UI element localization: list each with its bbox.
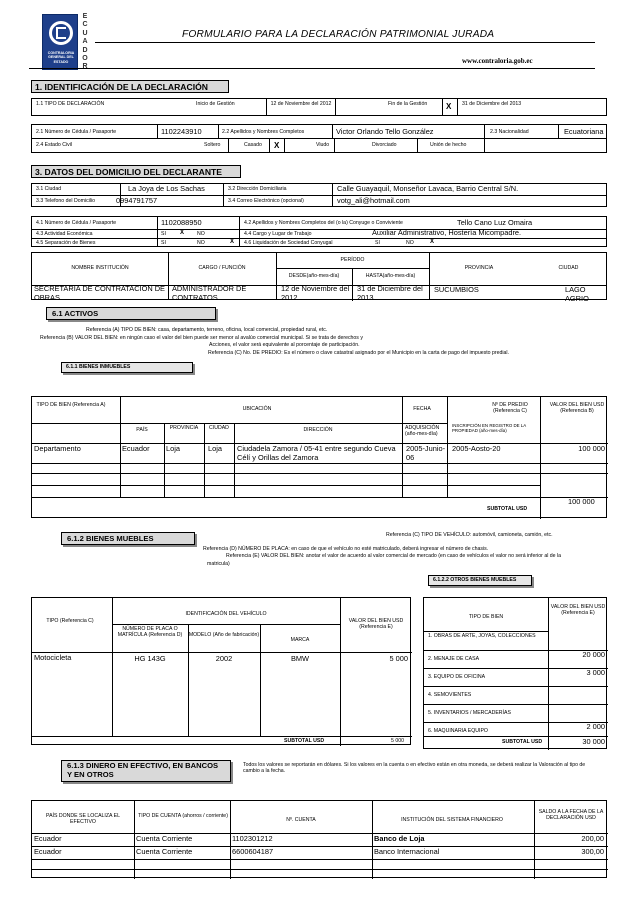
otros-item-label: 3. EQUIPO DE OFICINA xyxy=(428,674,486,680)
estado-union: Unión de hecho xyxy=(430,142,467,148)
inst-header-hasta: HASTA(año-mes-día) xyxy=(365,273,416,279)
ref-b-note: Referencia (B) VALOR DEL BIEN: en ningún caso el valor del bien puede ser menor al avalúo comercial municipal. Si se trata de derechos y xyxy=(40,335,363,341)
din-inst: Banco de Loja xyxy=(374,834,425,843)
nombres-value: Victor Orlando Tello González xyxy=(336,127,434,136)
inst-hasta: 31 de Diciembre del 2013 xyxy=(357,284,423,302)
inm-header-ciudad: CIUDAD xyxy=(209,425,229,431)
logo-letter: E xyxy=(82,13,88,20)
veh-header-valor: VALOR DEL BIEN USD (Referencia E) xyxy=(348,618,404,631)
inm-ciudad: Loja xyxy=(208,444,222,453)
conyuge-cedula-label: 4.1 Número de Cédula / Pasaporte xyxy=(36,220,117,226)
otros-item-value: 3 000 xyxy=(586,668,605,677)
inm-header-provincia: PROVINCIA xyxy=(169,425,199,431)
tipo-declaracion-row xyxy=(31,98,607,116)
inm-subtotal-value: 100 000 xyxy=(568,497,595,506)
cedula-label: 2.1 Número de Cédula / Pasaporte xyxy=(36,129,117,135)
inmuebles-table xyxy=(31,396,607,518)
veh-subtotal-label: SUBTOTAL USD xyxy=(284,738,325,744)
otros-subtotal-value: 30 000 xyxy=(582,737,605,746)
liquidacion-label: 4.6 Liquidación de Sociedad Conyugal xyxy=(244,240,333,246)
din-tipo: Cuenta Corriente xyxy=(136,847,193,856)
din-header-cuenta: Nº. CUENTA xyxy=(286,817,316,823)
inst-cargo: ADMINISTRADOR DE CONTRATOS xyxy=(172,284,247,302)
inst-header-ciudad: CIUDAD xyxy=(558,265,579,271)
logo-letter: R xyxy=(82,63,88,71)
inst-provincia: SUCUMBIOS xyxy=(434,285,479,294)
telefono-value: 0994791757 xyxy=(116,196,158,205)
logo-letter: C xyxy=(82,21,88,29)
logo-caption: CONTRALORIA GENERAL DEL ESTADO xyxy=(47,51,75,64)
section-1-title: 1. IDENTIFICACIÓN DE LA DECLARACIÓN xyxy=(31,80,229,93)
inst-header-desde: DESDE(año-mes-día) xyxy=(288,273,340,279)
din-cuenta: 6600604187 xyxy=(232,847,274,856)
institucion-table xyxy=(31,252,607,303)
tipo-declaracion-label: 1.1 TIPO DE DECLARACIÓN xyxy=(36,101,105,107)
inm-valor: 100 000 xyxy=(578,444,605,453)
inst-header-cargo: CARGO / FUNCIÓN xyxy=(198,265,246,271)
nacionalidad-value: Ecuatoriana xyxy=(564,127,604,136)
din-pais: Ecuador xyxy=(34,847,62,856)
separacion-label: 4.5 Separación de Bienes xyxy=(36,240,96,246)
inm-tipo: Departamento xyxy=(34,444,81,453)
conyuge-cedula-value: 1102088950 xyxy=(161,218,202,227)
section-6-1-title: 6.1 ACTIVOS xyxy=(46,307,216,320)
liquidacion-no: NO xyxy=(406,240,414,246)
inm-header-adquisicion: ADQUISICIÓN (año-mes-día) xyxy=(405,425,440,438)
din-pais: Ecuador xyxy=(34,834,62,843)
title-rule xyxy=(95,42,595,43)
inm-provincia: Loja xyxy=(166,444,180,453)
logo-letter: O xyxy=(82,55,88,63)
veh-header-modelo: MODELO (Año de fabricación) xyxy=(188,632,260,638)
section-6-1-2-title: 6.1.2 BIENES MUEBLES xyxy=(61,532,195,545)
ciudad-label: 3.1 Ciudad xyxy=(36,186,62,192)
estado-civil-label: 2.4 Estado Civil xyxy=(36,142,73,148)
nacionalidad-label: 2.3 Nacionalidad xyxy=(490,129,529,135)
separacion-no: NO xyxy=(197,240,205,246)
inst-nombre: SECRETARIA DE CONTRATACION DE OBRAS xyxy=(34,284,165,302)
inm-subtotal-label: SUBTOTAL USD xyxy=(487,506,528,512)
veh-header-marca: MARCA xyxy=(290,637,310,643)
otros-item-label: 5. INVENTARIOS / MERCADERÍAS xyxy=(428,710,511,716)
veh-modelo: 2002 xyxy=(215,654,233,663)
estado-viudo: Viudo xyxy=(316,142,330,148)
cargo-value: Auxiliar Administrativo, Hostería Micompadre. xyxy=(372,228,522,237)
veh-marca: BMW xyxy=(290,654,310,663)
inst-header-nombre: NOMBRE INSTITUCIÓN xyxy=(71,265,129,271)
otros-item-label: 1. OBRAS DE ARTE, JOYAS, COLECCIONES xyxy=(428,633,536,639)
inm-header-ubicacion: UBICACIÓN xyxy=(242,406,272,412)
fin-gestion-label: Fin de la Gestión xyxy=(388,101,428,107)
otros-bienes-title: 6.1.2.2 OTROS BIENES MUEBLES xyxy=(428,575,532,586)
veh-tipo: Motocicleta xyxy=(34,653,72,662)
logo-letter: U xyxy=(82,29,88,37)
estado-casado-mark[interactable]: X xyxy=(274,141,280,150)
ref-a-note: Referencia (A) TIPO DE BIEN: casa, departamento, terreno, oficina, local comercial, propiedad rural, etc. xyxy=(86,327,328,333)
ref-b2-note: Acciones, el valor será equivalente al porcentaje de participación. xyxy=(209,342,360,348)
inm-adquisicion: 2005-Junio-06 xyxy=(406,444,446,462)
cedula-value: 1102243910 xyxy=(161,127,202,136)
logo-letter: D xyxy=(82,46,88,54)
din-saldo: 300,00 xyxy=(581,847,604,856)
liquidacion-mark[interactable]: X xyxy=(430,239,435,245)
otros-bienes-table xyxy=(423,597,607,749)
ref-placa-note: Referencia (D) NÚMERO DE PLACA: en caso de que el vehículo no esté matriculado, deberá ingresar el número de chasis. xyxy=(203,546,489,552)
estado-casado: Casado xyxy=(244,142,262,148)
inst-ciudad: LAGO AGRIO xyxy=(565,285,589,303)
inst-desde: 12 de Noviembre del 2012 xyxy=(281,284,350,302)
inm-header-predio: Nº DE PREDIO (Referencia C) xyxy=(492,402,528,415)
domicilio-table xyxy=(31,183,607,207)
direccion-label: 3.2 Dirección Domiciliaria xyxy=(228,186,287,192)
ref-c-note: Referencia (C) No. DE PREDIO: Es el número o clave catastral asignado por el Municipio en la carta de pago del impuesto predial. xyxy=(208,350,510,356)
inm-direccion: Ciudadela Zamora / 05-41 entre segundo Cueva Célí y Orillas del Zamora xyxy=(237,444,396,462)
veh-valor: 5 000 xyxy=(389,654,408,663)
inm-pais: Ecuador xyxy=(122,444,150,453)
estado-divorciado: Divorciado xyxy=(372,142,397,148)
din-header-inst: INSTITUCIÓN DEL SISTEMA FINANCIERO xyxy=(401,817,503,823)
logo-letter: A xyxy=(82,38,88,46)
telefono-label: 3.3 Telefono del Domicilio xyxy=(36,198,96,204)
inicio-gestion-label: Inicio de Gestión xyxy=(196,101,235,107)
otros-item-value: 2 000 xyxy=(586,722,605,731)
veh-header-ident: IDENTIFICACIÓN DEL VEHÍCULO xyxy=(185,611,267,617)
correo-label: 3.4 Correo Electrónico (opcional) xyxy=(228,198,304,204)
page-title: FORMULARIO PARA LA DECLARACIÓN PATRIMONIAL JURADA xyxy=(182,29,495,40)
din-header-pais: PAÍS DONDE SE LOCALIZA EL EFECTIVO xyxy=(46,813,120,826)
inm-header-valor: VALOR DEL BIEN USD (Referencia B) xyxy=(549,402,605,415)
inm-header-pais: PAÍS xyxy=(136,427,148,433)
actividad-label: 4.3 Actividad Económica xyxy=(36,231,93,237)
din-cuenta: 1102301212 xyxy=(232,834,273,843)
ref-valor2-note: matricula) xyxy=(207,561,230,567)
otros-item-label: 6. MAQUINARIA EQUIPO xyxy=(428,728,488,734)
nombres-label: 2.2 Apellidos y Nombres Completos xyxy=(222,129,305,135)
separacion-si: SI xyxy=(161,240,166,246)
inicio-gestion-date: 12 de Noviembre del 2012 xyxy=(270,101,332,107)
veh-subtotal-value: 5 000 xyxy=(391,738,404,744)
otros-header-valor: VALOR DEL BIEN USD (Referencia E) xyxy=(550,604,606,617)
ciudad-value: La Joya de Los Sachas xyxy=(128,184,205,193)
veh-placa: HG 143G xyxy=(134,654,166,663)
section-6-1-3-title: 6.1.3 DINERO EN EFECTIVO, EN BANCOS Y EN OTROS xyxy=(61,760,231,782)
din-header-saldo: SALDO A LA FECHA DE LA DECLARACIÓN USD xyxy=(538,809,604,822)
dinero-table xyxy=(31,800,607,878)
fin-gestion-date: 31 de Diciembre del 2013 xyxy=(462,101,522,107)
ref-vehiculo-note: Referencia (C) TIPO DE VEHÍCULO: automóvil, camioneta, camión, etc. xyxy=(386,532,553,538)
estado-soltero: Soltero xyxy=(204,142,221,148)
logo-emblem-inner-icon xyxy=(56,27,66,39)
veh-header-placa: NÚMERO DE PLACA O MATRÍCULA (Referencia D) xyxy=(117,626,183,639)
din-header-tipo: TIPO DE CUENTA (ahorros / corriente) xyxy=(138,813,228,819)
direccion-value: Calle Guayaquil, Monseñor Lavaca, Barrio Central S/N. xyxy=(337,184,519,193)
din-saldo: 200,00 xyxy=(581,834,604,843)
actividad-no: NO xyxy=(197,231,205,237)
inst-header-periodo: PERÍODO xyxy=(340,257,365,263)
vehiculos-table xyxy=(31,597,411,745)
section-3-title: 3. DATOS DEL DOMICILIO DEL DECLARANTE xyxy=(31,165,241,178)
identidad-row xyxy=(31,124,607,139)
separacion-mark[interactable]: X xyxy=(230,239,235,245)
inm-header-tipo: TIPO DE BIEN (Referencia A) xyxy=(36,402,106,408)
dinero-note: Todos los valores se reportarán en dólares. Si los valores en la cuenta o en efectivo están en otra moneda, se deberá realizar la Valoración al tipo de cambio a la fecha. xyxy=(243,762,586,775)
otros-item-label: 2. MENAJE DE CASA xyxy=(428,656,480,662)
bienes-inmuebles-title: 6.1.1 BIENES INMUEBLES xyxy=(61,362,193,373)
otros-subtotal-label: SUBTOTAL USD xyxy=(502,739,543,745)
liquidacion-si: SI xyxy=(375,240,380,246)
din-tipo: Cuenta Corriente xyxy=(136,834,193,843)
otros-header-tipo: TIPO DE BIEN xyxy=(468,614,504,620)
conyuge-nombres-label: 4.2 Apellidos y Nombres Completos del (o la) Conyuge o Conviviente xyxy=(244,220,403,226)
ref-valor-note: Referencia (E) VALOR DEL BIEN: anotar el valor de acuerdo al valor comercial de mercado (en caso de vehículos el valor no será inferior al de la xyxy=(226,553,562,559)
conyuge-nombres-value: Tello Cano Luz Omaira xyxy=(457,218,533,227)
logo xyxy=(42,14,78,70)
inm-header-direccion: DIRECCIÓN xyxy=(303,427,333,433)
inm-header-inscripcion: INSCRIPCIÓN EN REGISTRO DE LA PROPIEDAD (año-mes-día) xyxy=(452,423,526,434)
actividad-mark[interactable]: X xyxy=(180,230,185,236)
estado-civil-row xyxy=(31,139,607,153)
fin-gestion-mark[interactable]: X xyxy=(446,102,452,111)
din-inst: Banco Internacional xyxy=(374,847,440,856)
otros-item-value: 20 000 xyxy=(582,650,605,659)
website-link[interactable]: www.contraloria.gob.ec xyxy=(462,57,533,65)
logo-letters xyxy=(80,13,90,72)
inm-header-fecha: FECHA xyxy=(413,406,431,412)
header-rule xyxy=(29,68,595,69)
veh-header-tipo: TIPO (Referencia C) xyxy=(46,618,94,624)
inm-inscripcion: 2005-Aosto-20 xyxy=(452,444,501,453)
conyuge-table xyxy=(31,216,607,247)
actividad-si: SI xyxy=(161,231,166,237)
otros-item-label: 4. SEMOVIENTES xyxy=(428,692,472,698)
inst-header-provincia: PROVINCIA xyxy=(464,265,494,271)
correo-value: votg_ali@hotmail.com xyxy=(337,196,410,205)
cargo-label: 4.4 Cargo y Lugar de Trabajo xyxy=(244,231,312,237)
